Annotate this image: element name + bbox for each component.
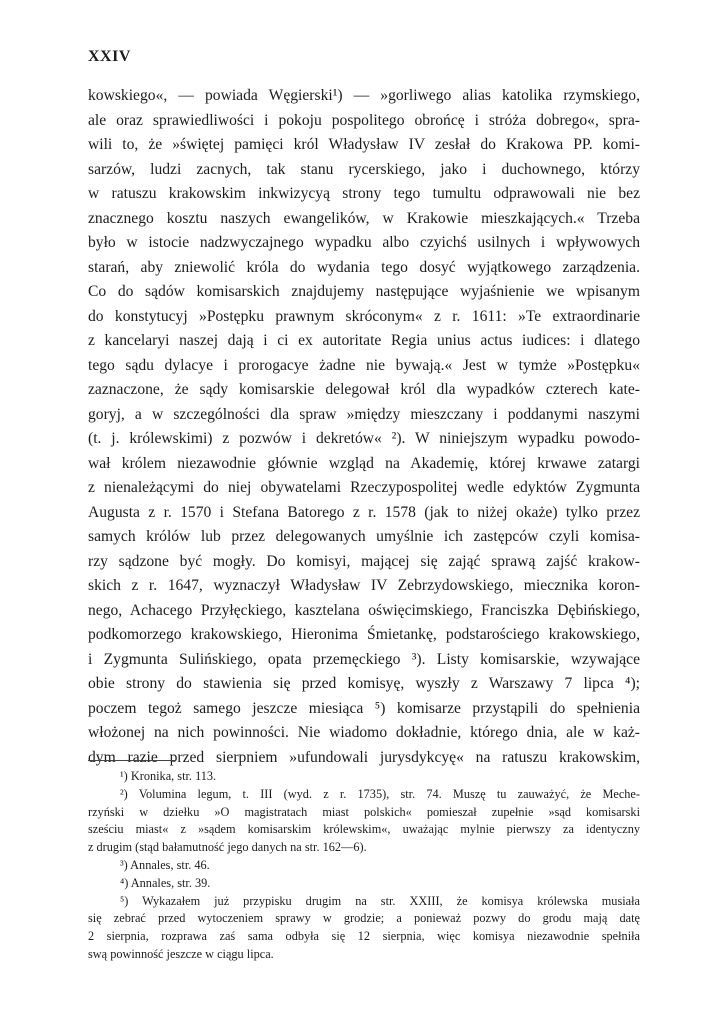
text-line: i Zygmunta Sulińskiego, opata przemęckiego ³). Listy komisarskie, wzywające bbox=[88, 650, 640, 668]
text-line: nego, Achacego Przyłęckiego, kasztelana oświęcimskiego, Franciszka Dębińskiego, bbox=[88, 601, 640, 619]
footnote-line: swą powinność jeszcze w ciągu lipca. bbox=[88, 946, 274, 961]
footnote-line: ³) Annales, str. 46. bbox=[120, 857, 210, 872]
main-text bbox=[88, 84, 640, 770]
footnote-separator bbox=[88, 760, 176, 761]
footnote-line: sześciu miast« z »sądem komisarskim królewskim«, uważając mylnie pierwszy za identyczny bbox=[88, 822, 640, 837]
text-line: wili to, że »świętej pamięci król Władysław IV zesłał do Krakowa PP. komi- bbox=[88, 136, 640, 153]
text-line: dym razie przed sierpniem »ufundowali jurysdykcyę« na ratuszu krakowskim, bbox=[88, 748, 640, 766]
text-line: ale oraz sprawiedliwości i pokoju pospolitego obrońcę i stróża dobrego«, spra- bbox=[88, 111, 640, 129]
page-number: XXIV bbox=[88, 48, 131, 65]
footnote-line: się zebrać przed wytoczeniem sprawy w grodzie; a ponieważ pozwy do grodu mają datę bbox=[88, 911, 640, 926]
text-line: wał królem niezawodnie głównie wzgląd na Akademię, której krwawe zatargi bbox=[88, 454, 640, 472]
text-line: rzy sądzone być mogły. Do komisyi, mającej się zająć sprawą zajść krakow- bbox=[88, 552, 640, 570]
text-line: włożonej na nich powinności. Nie wiadomo dokładnie, którego dnia, ale w każ- bbox=[88, 724, 640, 741]
text-line: obie strony do stawienia się przed komisyę, wyszły z Warszawy 7 lipca ⁴); bbox=[88, 675, 640, 692]
footnotes bbox=[88, 768, 640, 964]
footnote-line: ⁴) Annales, str. 39. bbox=[120, 875, 211, 890]
footnote-line: rzyński w dziełku »O magistratach miast polskich« pomieszał zupełnie »sąd komisarski bbox=[88, 804, 640, 819]
footnote-line: ¹) Kronika, str. 113. bbox=[120, 769, 217, 783]
text-line: było w istocie nadzwyczajnego wypadku albo czyichś usilnych i wpływowych bbox=[88, 234, 640, 251]
text-line: znacznego kosztu naszych ewangelików, w Krakowie mieszkających.« Trzeba bbox=[88, 209, 640, 227]
text-line: Augusta z r. 1570 i Stefana Batorego z r. 1578 (jak to niżej okaże) tylko przez bbox=[88, 503, 640, 521]
text-line: do konstytucyj »Postępku prawnym skróconym« z r. 1611: »Te extraordinarie bbox=[88, 307, 640, 325]
text-line: (t. j. królewskimi) z pozwów i dekretów« ²). W niniejszym wypadku powodo- bbox=[88, 430, 640, 447]
footnote-line: z drugim (stąd bałamutność jego danych na str. 162—6). bbox=[88, 840, 367, 855]
text-line: samych królów lub przez delegowanych umyślnie ich zastępców czyli komisa- bbox=[88, 528, 640, 545]
footnote-line: ⁵) Wykazałem już przypisku drugim na str. XXIII, że komisya królewska musiała bbox=[120, 893, 640, 908]
text-line: podkomorzego krakowskiego, Hieronima Śmietankę, podstarościego krakowskiego, bbox=[88, 626, 640, 643]
footnote-line: ²) Volumina legum, t. III (wyd. z r. 1735), str. 74. Muszę tu zauważyć, że Meche- bbox=[120, 786, 640, 801]
text-line: Co do sądów komisarskich znajdujemy następujące wyjaśnienie we wpisanym bbox=[88, 283, 640, 300]
text-line: tego sądu dylacye i prorogacye żadne nie bywają.« Jest w tymże »Postępku« bbox=[88, 356, 640, 374]
text-line: goryj, a w szczególności dla spraw »między mieszczany i poddanymi naszymi bbox=[88, 405, 640, 423]
text-line: sarzów, ludzi zacnych, tak stanu rycerskiego, jako i duchownego, którzy bbox=[88, 160, 640, 178]
text-line: w ratuszu krakowskim inkwizycyą strony tego tumultu odprawowali nie bez bbox=[88, 185, 640, 202]
text-line: z kancelaryi naszej dają i ci ex autoritate Regia unius actus iudices: i dlatego bbox=[88, 332, 640, 349]
text-line: poczem tegoż samego jeszcze miesiąca ⁵) komisarze przystąpili do spełnienia bbox=[88, 699, 640, 717]
footnote-line: 2 sierpnia, rozprawa zaś sama odbyła się 12 sierpnia, więc komisya niezawodnie spełniła bbox=[88, 929, 640, 944]
text-line: kowskiego«, — powiada Węgierski¹) — »gorliwego alias katolika rzymskiego, bbox=[88, 87, 640, 104]
text-line: skich z r. 1647, wyznaczył Władysław IV Zebrzydowskiego, miecznika koron- bbox=[88, 577, 640, 594]
text-line: zaznaczone, że sądy komisarskie delegował król dla wypadków czterech kate- bbox=[88, 381, 640, 398]
text-line: z nienależącymi do niej obywatelami Rzeczypospolitej wedle edyktów Zygmunta bbox=[88, 479, 640, 496]
text-line: starań, aby zniewolić króla do wydania tego dosyć wyjątkowego zarządzenia. bbox=[88, 258, 640, 276]
